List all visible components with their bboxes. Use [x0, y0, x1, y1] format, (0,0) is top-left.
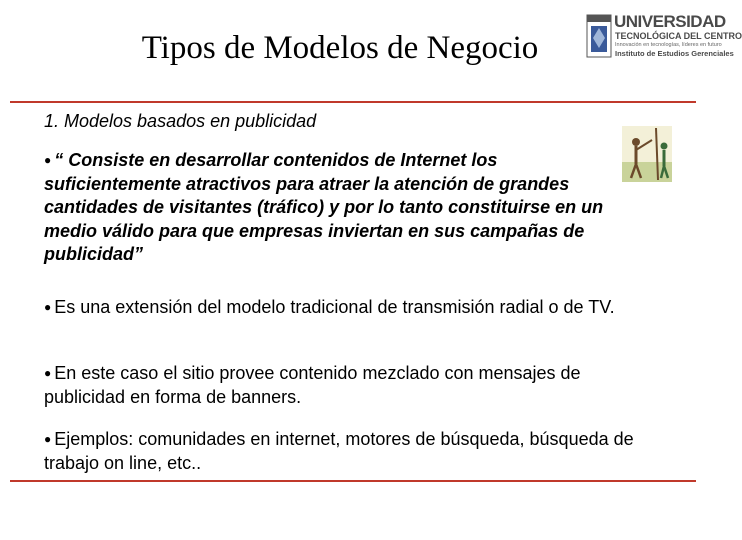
definition-quote [44, 149, 634, 267]
list-item-text: Ejemplos: comunidades en internet, motores de búsqueda, búsqueda de trabajo on line, etc.. [44, 429, 634, 473]
list-item-text: En este caso el sitio provee contenido mezclado con mensajes de publicidad en forma de banners. [44, 363, 581, 407]
bullet-icon: ● [44, 153, 52, 167]
bullet-icon: ● [44, 432, 52, 446]
bottom-divider [10, 480, 696, 482]
list-item [44, 428, 664, 475]
list-item-text: Es una extensión del modelo tradicional de transmisión radial o de TV. [54, 297, 615, 317]
logo-line-2: Innovación en tecnologías, líderes en futuro [615, 42, 722, 48]
bullet-icon: ● [44, 366, 52, 380]
logo-line-3: Instituto de Estudios Gerenciales [615, 49, 734, 58]
list-item [44, 362, 664, 409]
bullet-icon: ● [44, 300, 52, 314]
top-divider [10, 101, 696, 103]
logo-line-1: TECNOLÓGICA DEL CENTRO [615, 31, 742, 41]
quote-text: “ Consiste en desarrollar contenidos de Internet los suficientemente atractivos para atraer la atención de grandes cantidades de visitantes (tráfico) y por lo tanto constituirse en un medio válido para que empresas inviertan en sus campañas de publicidad” [44, 150, 604, 264]
section-heading: 1. Modelos basados en publicidad [44, 111, 317, 131]
crest-icon [586, 14, 612, 58]
university-logo [586, 12, 742, 62]
list-item [44, 296, 664, 320]
slide-title: Tipos de Modelos de Negocio [141, 30, 539, 66]
logo-university-name: UNIVERSIDAD [614, 12, 726, 31]
